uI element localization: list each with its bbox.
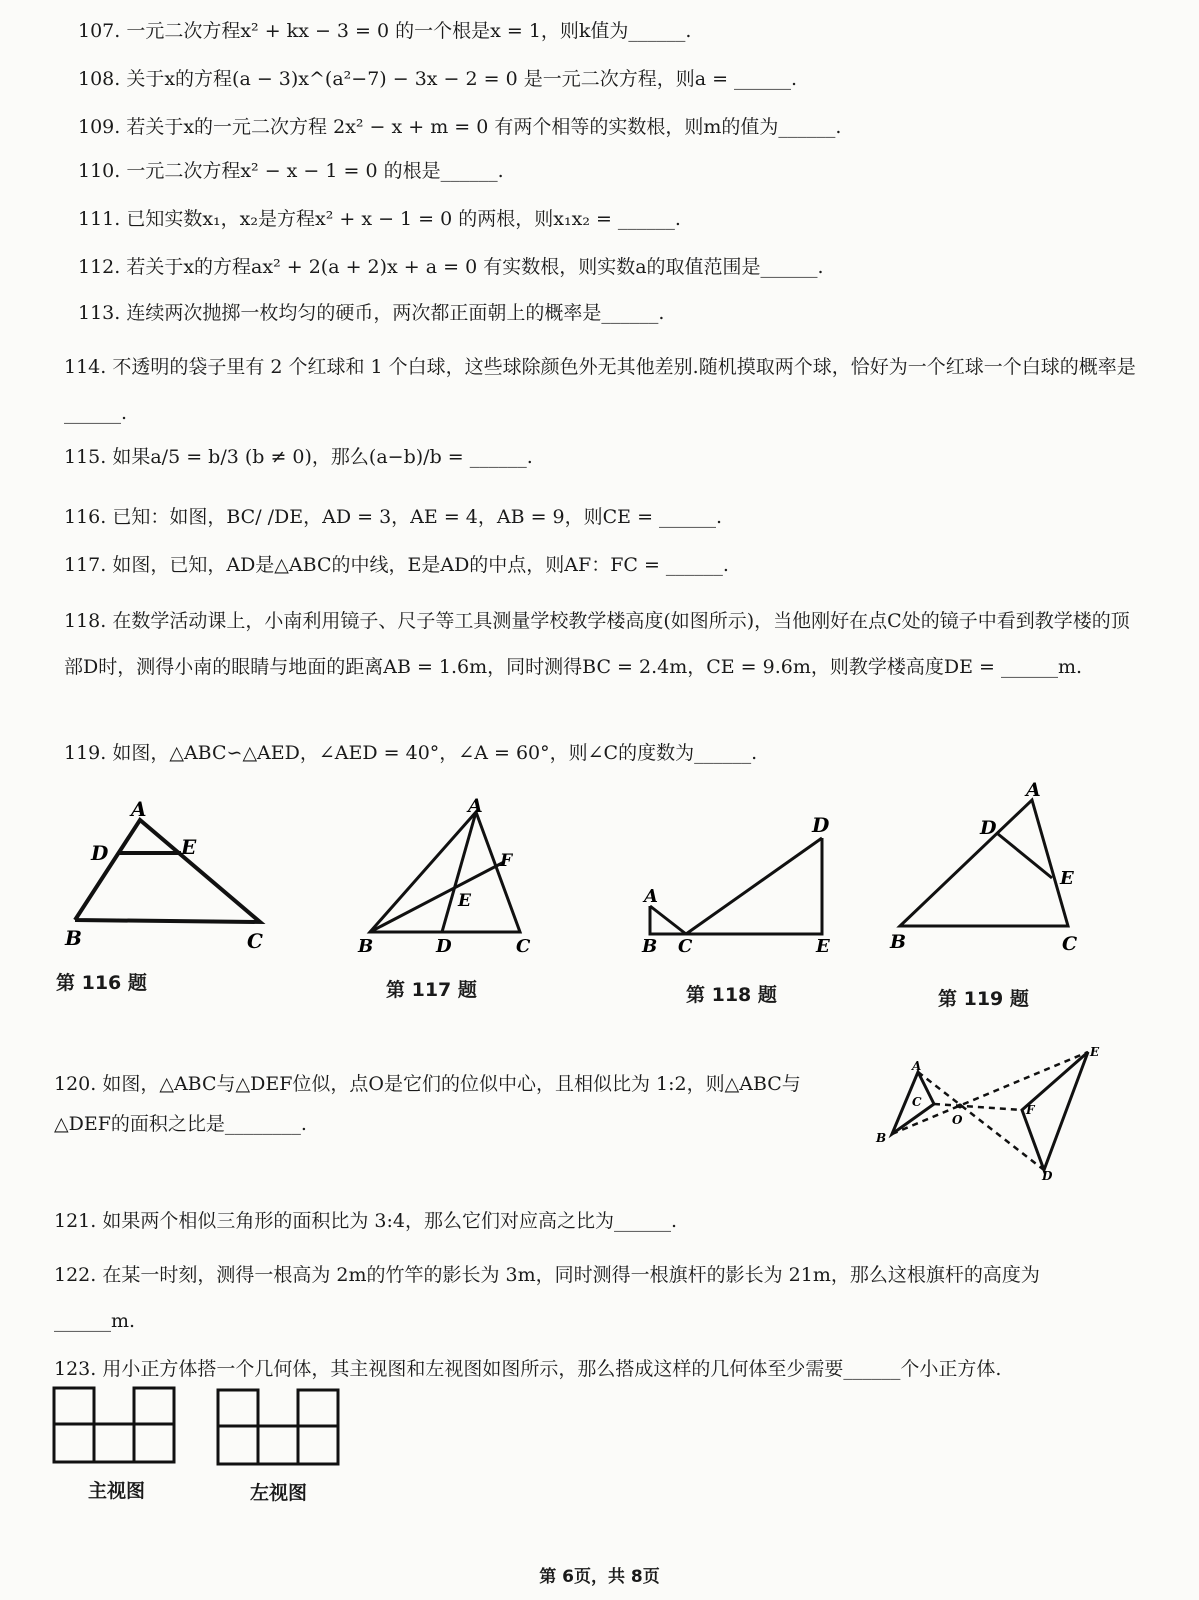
label-F: F bbox=[1026, 1103, 1035, 1117]
label-A: A bbox=[468, 798, 483, 817]
label-D: D bbox=[436, 936, 452, 957]
label-F: F bbox=[500, 851, 513, 871]
label-D: D bbox=[1042, 1169, 1053, 1183]
label-B: B bbox=[876, 1131, 887, 1145]
caption-117: 第 117 题 bbox=[386, 979, 477, 1001]
figure-117 bbox=[352, 798, 552, 968]
question-122: 122. 在某一时刻，测得一根高为 2m的竹竿的影长为 3m，同时测得一根旗杆的影长为 21m，那么这根旗杆的高度为______m. bbox=[54, 1264, 1040, 1332]
caption-left-view: 左视图 bbox=[250, 1482, 308, 1504]
label-C: C bbox=[1062, 933, 1078, 955]
question-113: 113. 连续两次抛掷一枚均匀的硬币，两次都正面朝上的概率是______. bbox=[78, 302, 665, 324]
label-B: B bbox=[65, 926, 82, 950]
label-A: A bbox=[1026, 779, 1041, 801]
label-A: A bbox=[131, 797, 147, 821]
label-A: A bbox=[912, 1059, 922, 1073]
question-114: 114. 不透明的袋子里有 2 个红球和 1 个白球，这些球除颜色外无其他差别.随机摸取两个球，恰好为一个红球一个白球的概率是______. bbox=[64, 356, 1136, 424]
label-E: E bbox=[458, 891, 471, 911]
question-107: 107. 一元二次方程x² + kx − 3 = 0 的一个根是x = 1，则k值为______. bbox=[78, 20, 692, 42]
question-116: 116. 已知：如图，BC/ /DE，AD = 3，AE = 4，AB = 9，则CE = ______. bbox=[64, 506, 723, 528]
label-B: B bbox=[890, 931, 907, 953]
label-C: C bbox=[516, 936, 531, 957]
label-E: E bbox=[181, 835, 197, 859]
question-123: 123. 用小正方体搭一个几何体，其主视图和左视图如图所示，那么搭成这样的几何体至少需要______个小正方体. bbox=[54, 1358, 1002, 1380]
left-view-figure bbox=[214, 1386, 344, 1468]
question-109: 109. 若关于x的一元二次方程 2x² − x + m = 0 有两个相等的实数根，则m的值为______. bbox=[78, 116, 842, 138]
label-E: E bbox=[816, 936, 830, 957]
front-view-figure bbox=[50, 1384, 190, 1466]
question-117: 117. 如图，已知，AD是△ABC的中线，E是AD的中点，则AF：FC = ______. bbox=[64, 554, 729, 576]
caption-118: 第 118 题 bbox=[686, 984, 777, 1006]
label-E: E bbox=[1060, 868, 1074, 889]
question-118: 118. 在数学活动课上，小南利用镜子、尺子等工具测量学校教学楼高度(如图所示)，当他刚好在点C处的镜子中看到教学楼的顶部D时，测得小南的眼睛与地面的距离AB = 1.6m，同时测得BC = 2.4m，CE = 9.6m，则教学楼高度DE = ______m. bbox=[64, 610, 1130, 678]
question-108: 108. 关于x的方程(a − 3)x^(a²−7) − 3x − 2 = 0 是一元二次方程，则a = ______. bbox=[78, 68, 798, 90]
figure-120 bbox=[868, 1040, 1108, 1190]
question-115: 115. 如果a/5 = b/3 (b ≠ 0)，那么(a−b)/b = ______. bbox=[64, 446, 533, 468]
caption-119: 第 119 题 bbox=[938, 988, 1029, 1010]
label-C: C bbox=[247, 929, 263, 953]
label-D: D bbox=[91, 841, 109, 865]
figure-116 bbox=[55, 790, 285, 960]
caption-116: 第 116 题 bbox=[56, 972, 147, 994]
question-110: 110. 一元二次方程x² − x − 1 = 0 的根是______. bbox=[78, 160, 504, 182]
caption-front-view: 主视图 bbox=[88, 1480, 146, 1502]
label-D: D bbox=[812, 813, 830, 837]
question-111: 111. 已知实数x₁，x₂是方程x² + x − 1 = 0 的两根，则x₁x₂ = ______. bbox=[78, 208, 681, 230]
question-121: 121. 如果两个相似三角形的面积比为 3:4，那么它们对应高之比为______. bbox=[54, 1210, 678, 1232]
label-O: O bbox=[952, 1113, 963, 1127]
question-119: 119. 如图，△ABC∽△AED，∠AED = 40°，∠A = 60°，则∠C的度数为______. bbox=[64, 742, 758, 764]
label-A: A bbox=[644, 886, 658, 907]
page-number: 第 6页，共 8页 bbox=[539, 1567, 660, 1587]
label-C: C bbox=[912, 1095, 922, 1109]
question-112: 112. 若关于x的方程ax² + 2(a + 2)x + a = 0 有实数根，则实数a的取值范围是______. bbox=[78, 256, 824, 278]
label-B: B bbox=[358, 936, 374, 957]
label-B: B bbox=[642, 936, 658, 957]
figure-118 bbox=[636, 810, 846, 960]
label-E: E bbox=[1090, 1045, 1100, 1059]
figure-119 bbox=[884, 776, 1084, 966]
label-D: D bbox=[980, 817, 997, 839]
label-C: C bbox=[678, 936, 693, 957]
question-120: 120. 如图，△ABC与△DEF位似，点O是它们的位似中心，且相似比为 1:2，则△ABC与△DEF的面积之比是________. bbox=[54, 1073, 801, 1135]
